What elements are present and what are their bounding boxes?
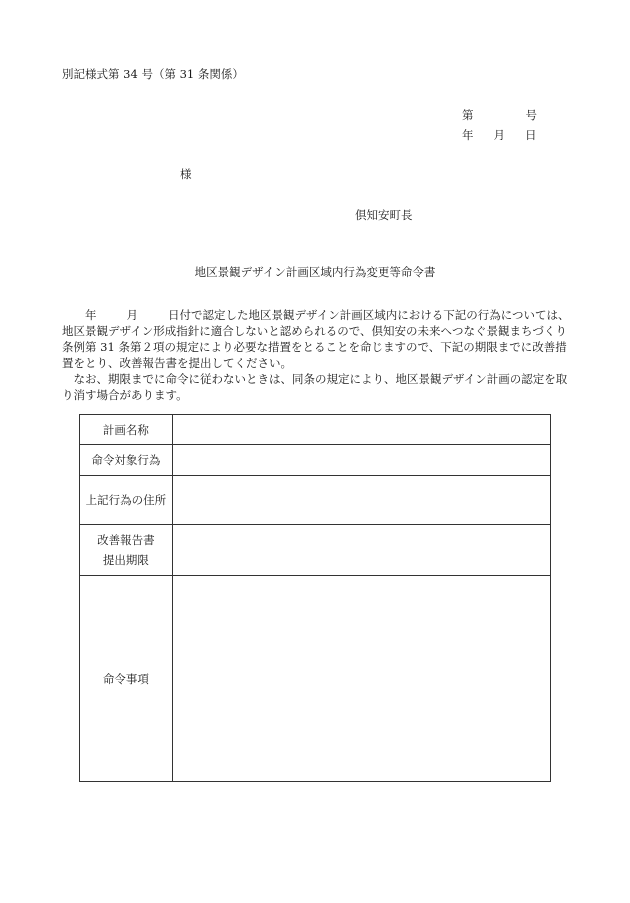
value-report-deadline xyxy=(172,525,550,576)
label-action-address: 上記行為の住所 xyxy=(80,476,173,525)
body-year: 年 xyxy=(85,308,97,322)
form-reference: 別記様式第 34 号（第 31 条関係） xyxy=(62,67,244,81)
body-paragraph-2 xyxy=(62,371,572,403)
date-day: 日 xyxy=(525,128,537,142)
issuer: 倶知安町長 xyxy=(355,208,413,222)
date-year: 年 xyxy=(462,128,474,142)
label-plan-name: 計画名称 xyxy=(80,415,173,445)
table-row xyxy=(80,525,551,576)
label-report-deadline xyxy=(80,525,173,576)
table-row xyxy=(80,476,551,525)
label-report-deadline-line2: 提出期限 xyxy=(102,553,149,567)
table-row xyxy=(80,576,551,782)
addressee: 様 xyxy=(180,167,192,181)
body-paragraph-2-text: なお、期限までに命令に従わないときは、同条の規定により、地区景観デザイン計画の認定を取り消す場合があります。 xyxy=(62,372,568,402)
value-plan-name xyxy=(172,415,550,445)
body-paragraph-1 xyxy=(62,307,572,371)
body-month: 月 xyxy=(126,308,138,322)
date-month: 月 xyxy=(493,128,505,142)
table-row xyxy=(80,415,551,445)
number-suffix: 号 xyxy=(525,108,537,122)
label-report-deadline-line1: 改善報告書 xyxy=(97,533,155,547)
number-prefix: 第 xyxy=(462,108,474,122)
value-order-items xyxy=(172,576,550,782)
body-paragraph-1-text: 日付で認定した地区景観デザイン計画区域内における下記の行為については、地区景観デザイン形成指針に適合しないと認められるので、倶知安の未来へつなぐ景観まちづくり条例第 31 条第２項の規定により必要な措置をとることを命じますので、下記の期限までに改善措置をとり、改善報告書を提出してください。 xyxy=(62,308,570,370)
label-target-action: 命令対象行為 xyxy=(80,445,173,476)
document-title: 地区景観デザイン計画区域内行為変更等命令書 xyxy=(194,265,436,279)
value-target-action xyxy=(172,445,550,476)
info-table xyxy=(79,414,551,782)
table-row xyxy=(80,445,551,476)
value-action-address xyxy=(172,476,550,525)
date-line xyxy=(462,127,537,143)
body-text xyxy=(62,307,572,403)
document-number-line xyxy=(462,107,537,123)
label-order-items: 命令事項 xyxy=(80,576,173,782)
